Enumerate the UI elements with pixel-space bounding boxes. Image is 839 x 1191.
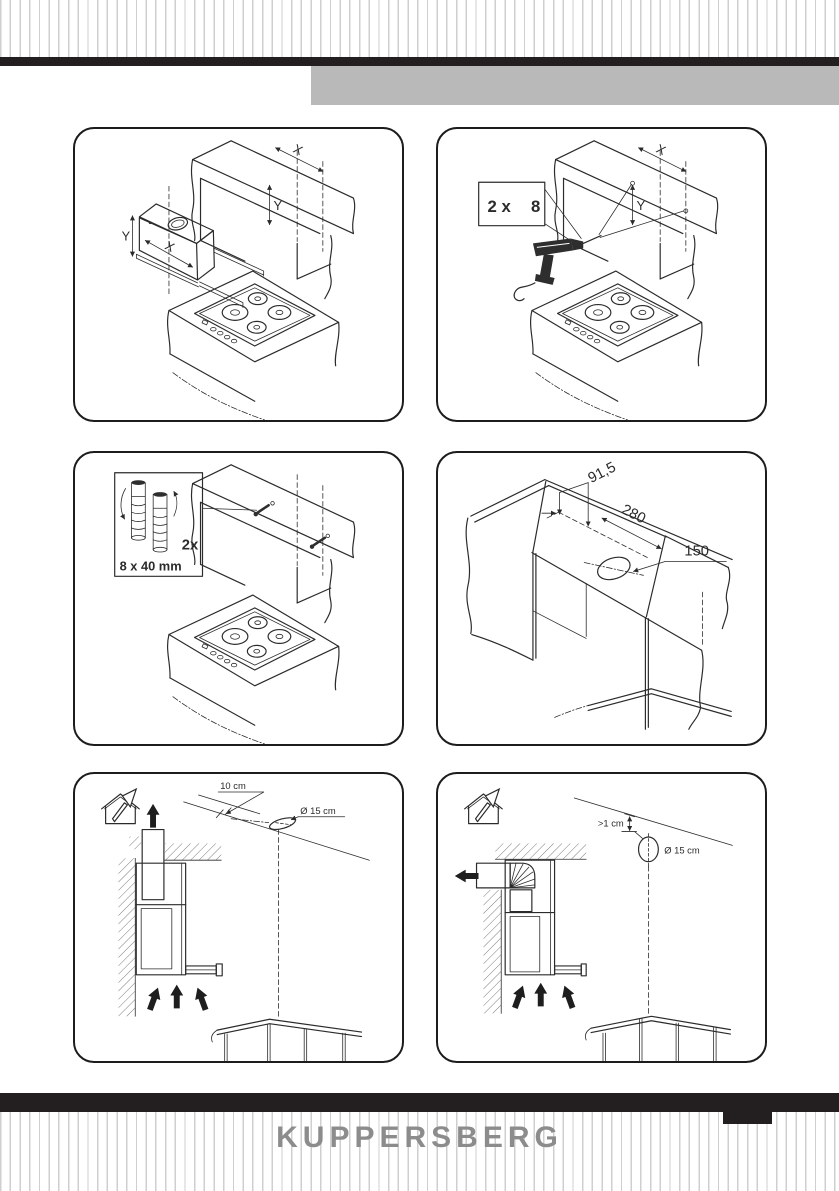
offset-label: 10 cm [220,781,246,792]
panel-cutout-dimensions [436,451,767,746]
hole-diameter-label: Ø 15 cm [300,805,336,816]
wall-hatch [118,858,135,1016]
cutout-hole [584,553,643,584]
niche-dimensions [633,141,686,225]
dowel-size-label: 8 x 40 mm [119,558,182,574]
counter-corner [212,1019,362,1060]
horizontal-exhaust-illustration [438,774,765,1061]
outdoor-exhaust-icon [102,789,140,824]
counter-hint [555,689,732,718]
decorative-stripes-top [0,0,839,57]
wall-plug-1 [121,480,145,540]
panel-vertical-exhaust [73,772,404,1063]
drill-qty-label: 2 x [487,196,511,216]
screws [254,502,330,549]
niche-width-label: X [653,140,669,159]
airflow-arrows [144,985,212,1012]
left-arrow [455,870,479,883]
cooktop [168,595,339,744]
wall-plug-2 [153,491,177,552]
niche-height-label: Y [636,197,646,213]
wall-hole-detail [574,798,732,1016]
panel-hood-into-niche [73,127,404,422]
cabinet-top-view [466,480,732,730]
hood-width-label: X [162,237,178,255]
cooktop [168,271,339,420]
depth-label: 91,5 [585,459,619,487]
cooktop [531,271,702,420]
exhaust-duct [142,804,164,900]
wall-hatch [483,890,501,1013]
drill-size-callout [479,182,684,246]
hood-side-view [136,863,222,976]
hole-diameter-label: Ø 15 cm [664,845,700,856]
hole-diameter-label: 150 [684,543,710,560]
dimension-depth [542,459,619,526]
drill-size-label: 8 [530,196,541,216]
hood-height-label: Y [121,228,131,244]
ceiling-hole-detail [184,781,370,1016]
dowel-qty-label: 2x [181,537,199,554]
up-arrow [147,804,160,828]
ceiling-hatch [129,836,221,860]
dowels-illustration [75,453,402,744]
niche-width-label: X [290,140,306,159]
hood-into-niche-illustration [75,129,402,420]
outdoor-exhaust-icon [465,789,503,824]
section-header-block [311,66,839,105]
top-divider-bar [0,57,839,66]
width-label: 280 [618,501,649,528]
panel-dowels [73,451,404,746]
counter-corner [585,1016,730,1060]
ceiling-hatch [495,843,586,859]
niche-dimensions [270,141,323,225]
wall-cabinet [191,465,354,623]
wall-cabinet [554,141,717,299]
panel-drilling [436,127,767,422]
hood-side-view [505,860,586,976]
gap-label: >1 cm [597,818,624,829]
wall-cabinet [191,141,354,299]
cutout-dimensions-illustration [438,453,765,744]
bottom-corner-tab [723,1112,772,1124]
niche-height-label: Y [273,197,283,213]
vertical-exhaust-illustration [75,774,402,1061]
drill [514,236,601,301]
bottom-divider-bar [0,1093,839,1112]
panel-horizontal-exhaust [436,772,767,1063]
brand-logo: KUPPERSBERG [276,1121,563,1154]
drilling-illustration [438,129,765,420]
dowel-callout [115,473,257,577]
airflow-arrows [509,983,579,1010]
